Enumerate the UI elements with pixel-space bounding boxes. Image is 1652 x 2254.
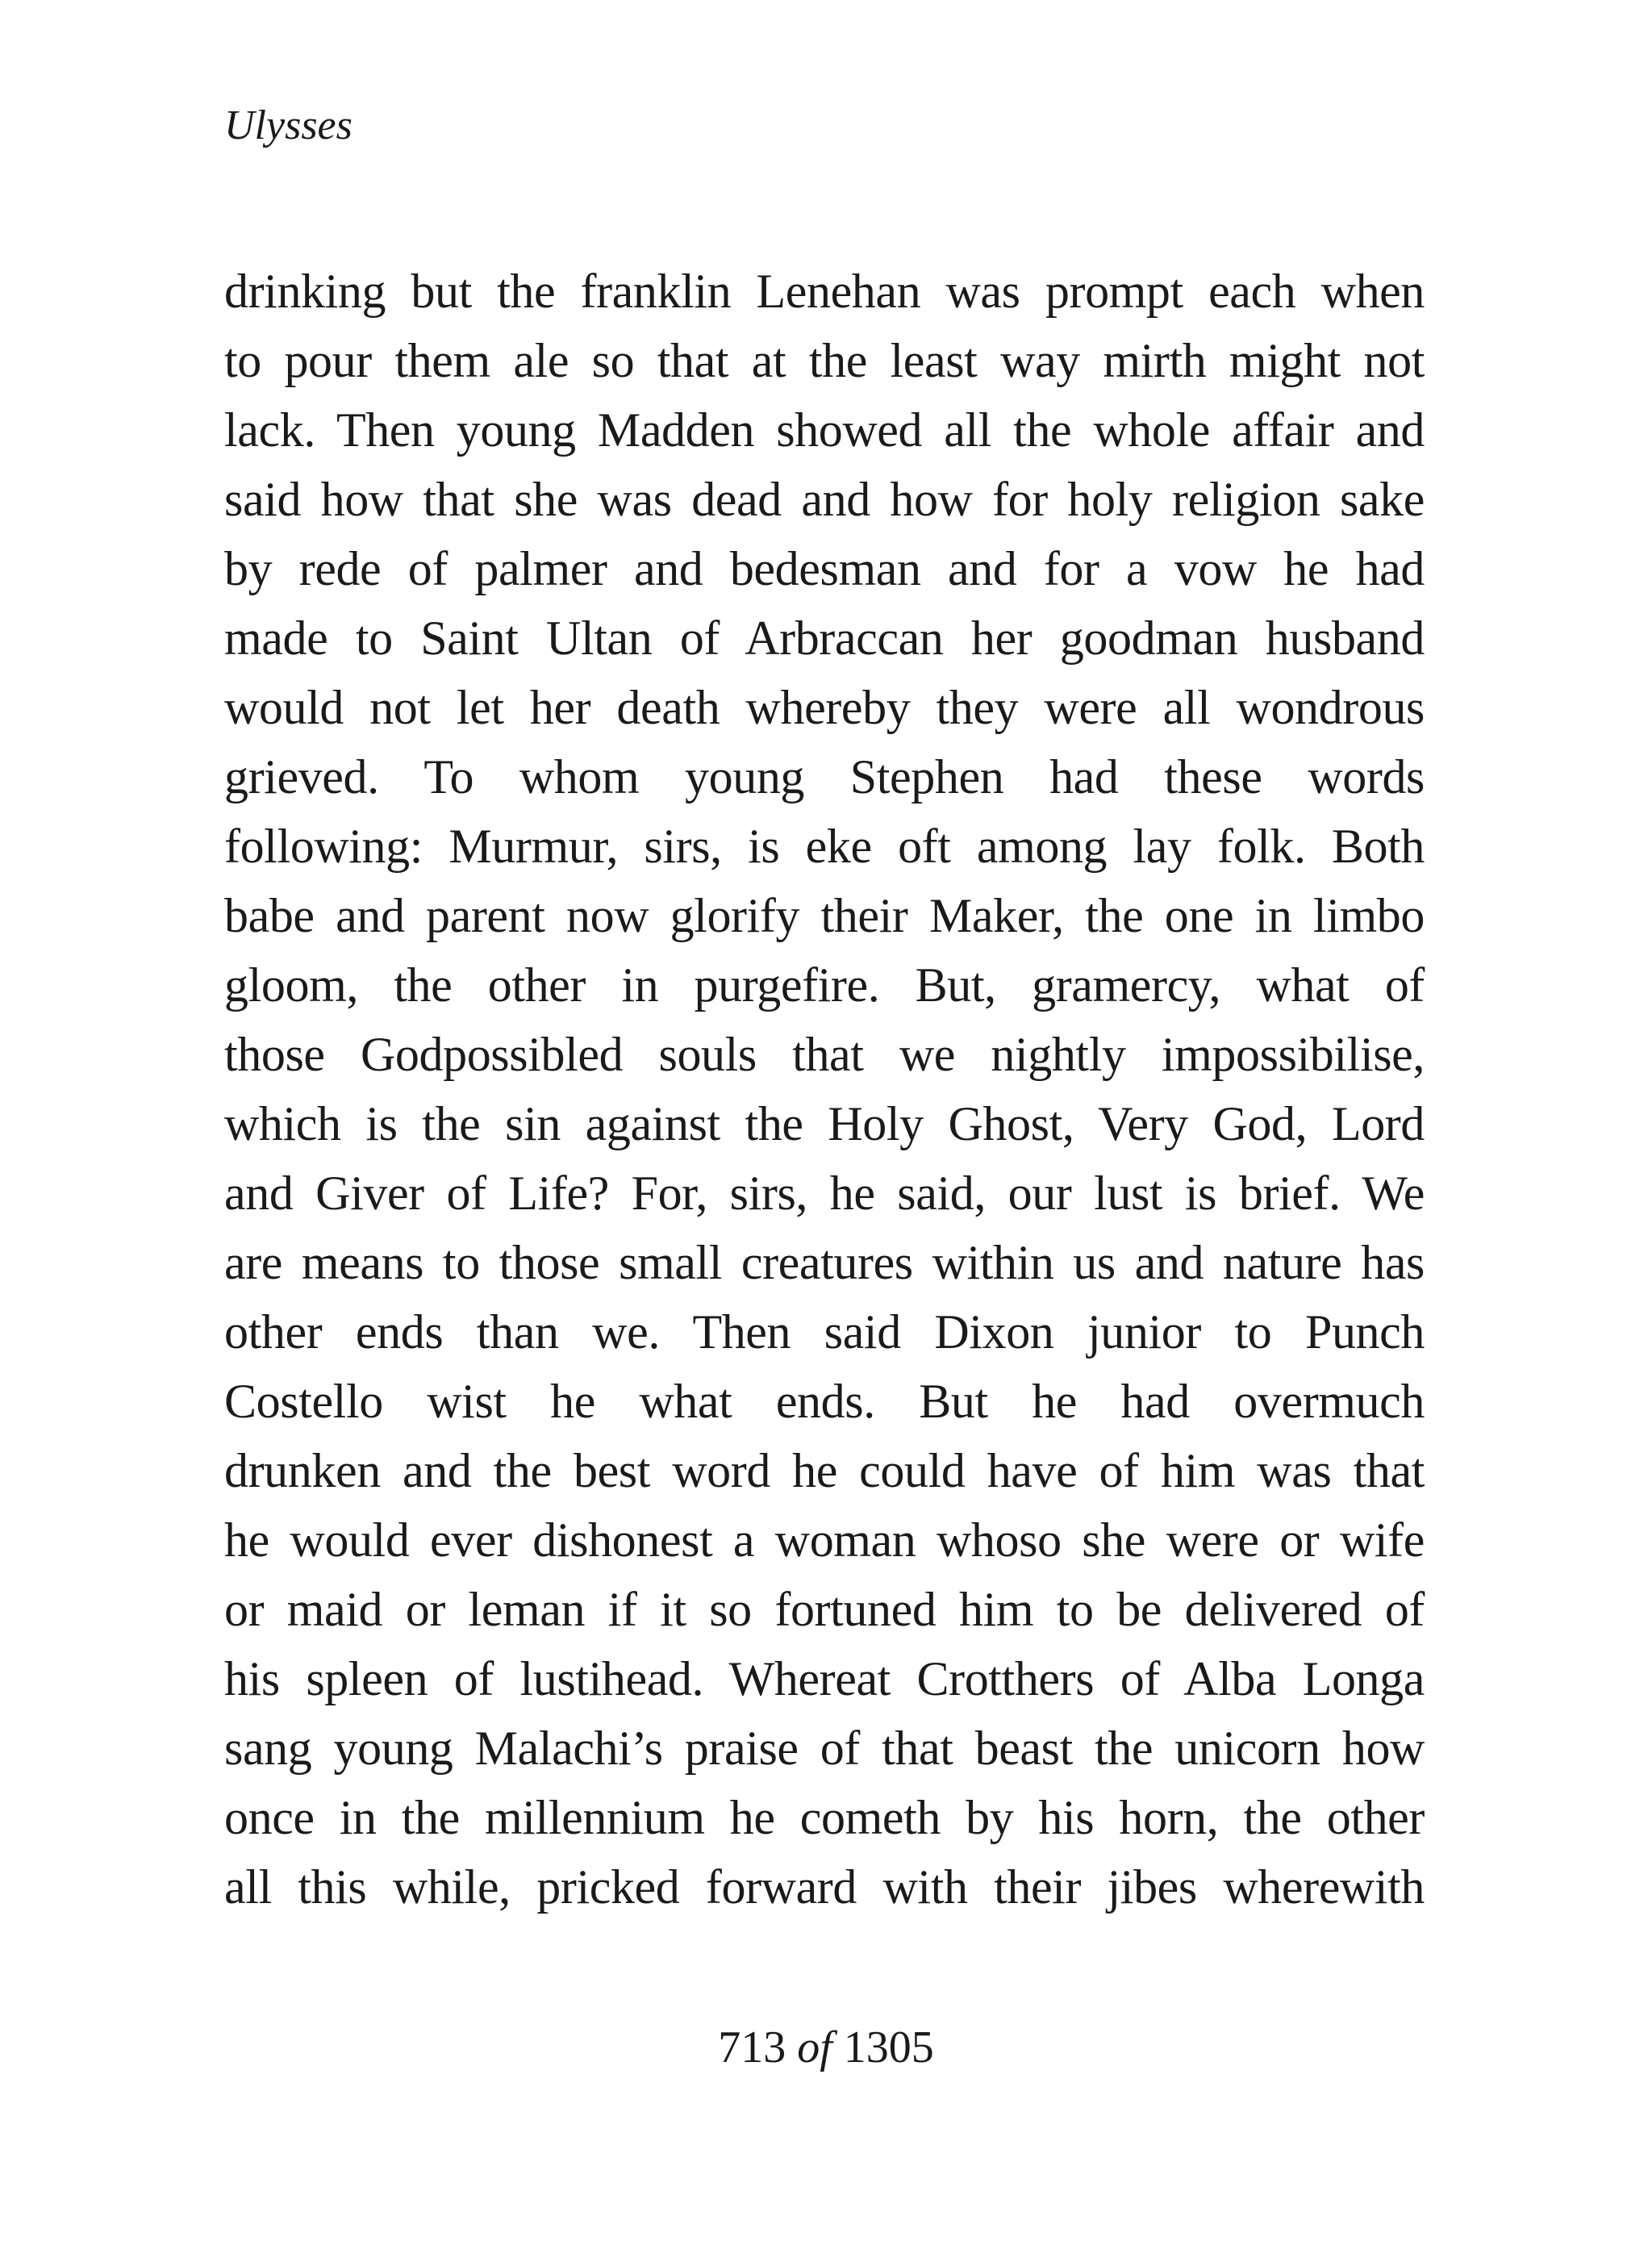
text-line: said how that she was dead and how for holy religion sake (224, 473, 1425, 526)
text-line: following: Murmur, sirs, is eke oft among lay folk. Both (224, 820, 1425, 873)
text-line: made to Saint Ultan of Arbraccan her goodman husband (224, 612, 1425, 665)
running-title: Ulysses (224, 102, 353, 148)
text-line: to pour them ale so that at the least way mirth might not (224, 334, 1425, 387)
text-line: Costello wist he what ends. But he had overmuch (224, 1375, 1425, 1428)
text-line: drinking but the franklin Lenehan was prompt each when (224, 265, 1425, 318)
text-line: by rede of palmer and bedesman and for a vow he had (224, 542, 1425, 595)
text-line: he would ever dishonest a woman whoso she were or wife (224, 1513, 1425, 1567)
text-line: and Giver of Life? For, sirs, he said, our lust is brief. We (224, 1167, 1425, 1220)
text-line: other ends than we. Then said Dixon junior to Punch (224, 1305, 1425, 1359)
text-line: once in the millennium he cometh by his horn, the other (224, 1791, 1425, 1844)
page-of-separator: of (797, 2022, 832, 2072)
text-line: would not let her death whereby they were all wondrous (224, 681, 1425, 734)
text-line: which is the sin against the Holy Ghost, Very God, Lord (224, 1097, 1425, 1150)
text-line: his spleen of lustihead. Whereat Crotthers of Alba Longa (224, 1652, 1425, 1705)
total-page-count: 1305 (843, 2022, 934, 2072)
page-indicator (0, 2022, 1652, 2072)
current-page-number: 713 (718, 2022, 786, 2072)
text-line: lack. Then young Madden showed all the whole affair and (224, 403, 1425, 457)
text-line: or maid or leman if it so fortuned him to be delivered of (224, 1583, 1425, 1636)
text-line: sang young Malachi’s praise of that beast the unicorn how (224, 1722, 1425, 1775)
text-line: gloom, the other in purgefire. But, gramercy, what of (224, 958, 1425, 1012)
text-line: all this while, pricked forward with their jibes wherewith (224, 1860, 1425, 1914)
text-line: babe and parent now glorify their Maker, the one in limbo (224, 889, 1425, 942)
text-line: grieved. To whom young Stephen had these words (224, 750, 1425, 804)
text-line: drunken and the best word he could have of him was that (224, 1444, 1425, 1497)
text-line: those Godpossibled souls that we nightly impossibilise, (224, 1028, 1425, 1081)
text-line: are means to those small creatures within us and nature has (224, 1236, 1425, 1289)
body-text (224, 257, 1425, 1922)
